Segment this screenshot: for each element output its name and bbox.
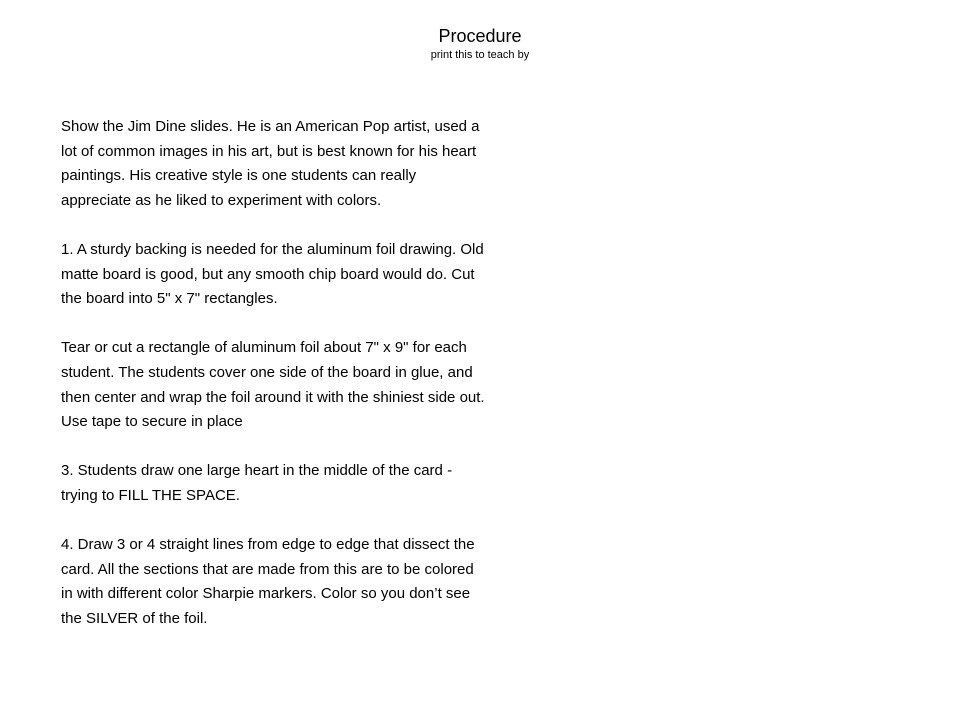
step-1-paragraph: 1. A sturdy backing is needed for the aluminum foil drawing. Old matte board is good, but any smooth chip board would do. Cut the board into 5" x 7" rectangles. [61, 240, 484, 308]
step-3-paragraph: 3. Students draw one large heart in the middle of the card - trying to FILL THE SPACE. [61, 462, 453, 504]
page-subtitle: print this to teach by [430, 49, 530, 61]
intro-paragraph: Show the Jim Dine slides. He is an American Pop artist, used a lot of common images in his art, but is best known for his heart paintings. His creative style is one students can really appreciate as he liked to experiment with colors. [61, 118, 480, 209]
page-title: Procedure [438, 26, 522, 46]
procedure-body [61, 115, 531, 631]
step-4-paragraph: 4. Draw 3 or 4 straight lines from edge to edge that dissect the card. All the sections that are made from this are to be colored in with different color Sharpie markers. Color so you don’t see the SILVER of the foil. [61, 536, 475, 627]
foil-paragraph: Tear or cut a rectangle of aluminum foil about 7" x 9" for each student. The students cover one side of the board in glue, and then center and wrap the foil around it with the shiniest side out. Use tape to secure in place [61, 339, 485, 431]
